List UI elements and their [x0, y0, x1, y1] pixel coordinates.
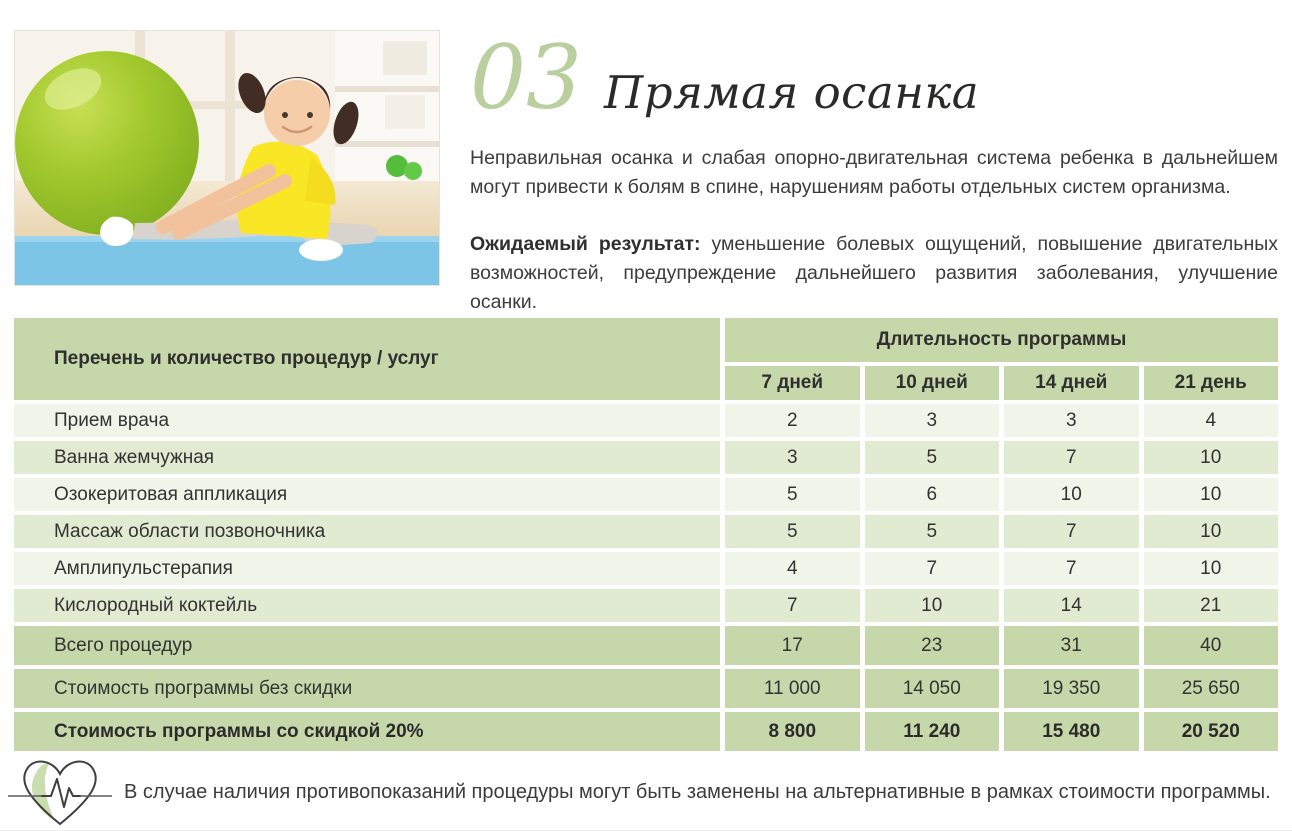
row-value: 31 — [1004, 626, 1139, 665]
program-number: 03 — [470, 26, 582, 129]
column-header-14-days: 14 дней — [1004, 366, 1139, 400]
heart-pulse-icon — [8, 752, 112, 831]
row-value: 23 — [865, 626, 1000, 665]
row-value: 5 — [865, 441, 1000, 474]
row-value: 5 — [865, 515, 1000, 548]
table-row — [14, 478, 1278, 511]
column-header-21-days: 21 день — [1144, 366, 1279, 400]
row-label: Стоимость программы без скидки — [14, 669, 720, 708]
row-label: Озокеритовая аппликация — [14, 478, 720, 511]
row-value: 3 — [1004, 404, 1139, 437]
column-header-procedures: Перечень и количество процедур / услуг — [14, 318, 720, 400]
row-value: 10 — [1144, 441, 1279, 474]
row-label: Ванна жемчужная — [14, 441, 720, 474]
expected-result-paragraph — [470, 230, 1278, 317]
expected-result-label: Ожидаемый результат: — [470, 233, 701, 255]
row-value: 10 — [865, 589, 1000, 622]
row-value: 2 — [725, 404, 860, 437]
row-value: 6 — [865, 478, 1000, 511]
expected-result-text: уменьшение болевых ощущений, повышение двигательных возможностей, предупреждение дальнейшего развития заболевания, улучшение осанки. — [470, 233, 1278, 313]
row-value: 3 — [865, 404, 1000, 437]
footer-note — [8, 752, 1288, 831]
row-value: 25 650 — [1144, 669, 1279, 708]
table-row-total — [14, 626, 1278, 665]
page-title: Прямая осанка — [603, 66, 980, 119]
row-value: 4 — [1144, 404, 1279, 437]
row-value: 10 — [1144, 515, 1279, 548]
footer-note-text: В случае наличия противопоказаний процедуры могут быть заменены на альтернативные в рамках стоимости программы. — [124, 780, 1271, 803]
column-header-duration: Длительность программы — [725, 318, 1278, 362]
table-row — [14, 589, 1278, 622]
row-value: 7 — [865, 552, 1000, 585]
photo-child-stretching — [14, 30, 440, 286]
row-value: 21 — [1144, 589, 1279, 622]
row-value: 20 520 — [1144, 712, 1279, 751]
intro-paragraph: Неправильная осанка и слабая опорно-двигательная система ребенка в дальнейшем могут привести к болям в спине, нарушениям работы отдельных систем организма. — [470, 147, 1278, 198]
row-value: 14 050 — [865, 669, 1000, 708]
row-value: 17 — [725, 626, 860, 665]
row-value: 5 — [725, 515, 860, 548]
table-row — [14, 552, 1278, 585]
row-value: 10 — [1004, 478, 1139, 511]
row-value: 5 — [725, 478, 860, 511]
table-header — [14, 318, 1278, 400]
row-value: 11 240 — [865, 712, 1000, 751]
row-label: Всего процедур — [14, 626, 720, 665]
table-row — [14, 441, 1278, 474]
row-value: 7 — [725, 589, 860, 622]
row-value: 7 — [1004, 515, 1139, 548]
row-value: 8 800 — [725, 712, 860, 751]
row-value: 10 — [1144, 552, 1279, 585]
row-value: 19 350 — [1004, 669, 1139, 708]
row-value: 40 — [1144, 626, 1279, 665]
column-header-7-days: 7 дней — [725, 366, 860, 400]
row-value: 4 — [725, 552, 860, 585]
table-row — [14, 515, 1278, 548]
header-section — [470, 26, 1278, 317]
row-value: 14 — [1004, 589, 1139, 622]
row-value: 11 000 — [725, 669, 860, 708]
table-row — [14, 404, 1278, 437]
row-label: Прием врача — [14, 404, 720, 437]
row-value: 10 — [1144, 478, 1279, 511]
row-label: Массаж области позвоночника — [14, 515, 720, 548]
row-label: Кислородный коктейль — [14, 589, 720, 622]
row-value: 7 — [1004, 552, 1139, 585]
table-row-price — [14, 669, 1278, 708]
column-header-10-days: 10 дней — [865, 366, 1000, 400]
title-row — [470, 26, 1278, 136]
row-label: Стоимость программы со скидкой 20% — [14, 712, 720, 751]
row-value: 15 480 — [1004, 712, 1139, 751]
pricing-table — [14, 318, 1278, 751]
table-row-price-discount — [14, 712, 1278, 751]
row-value: 7 — [1004, 441, 1139, 474]
row-label: Амплипульстерапия — [14, 552, 720, 585]
photo-illustration — [15, 31, 439, 285]
row-value: 3 — [725, 441, 860, 474]
